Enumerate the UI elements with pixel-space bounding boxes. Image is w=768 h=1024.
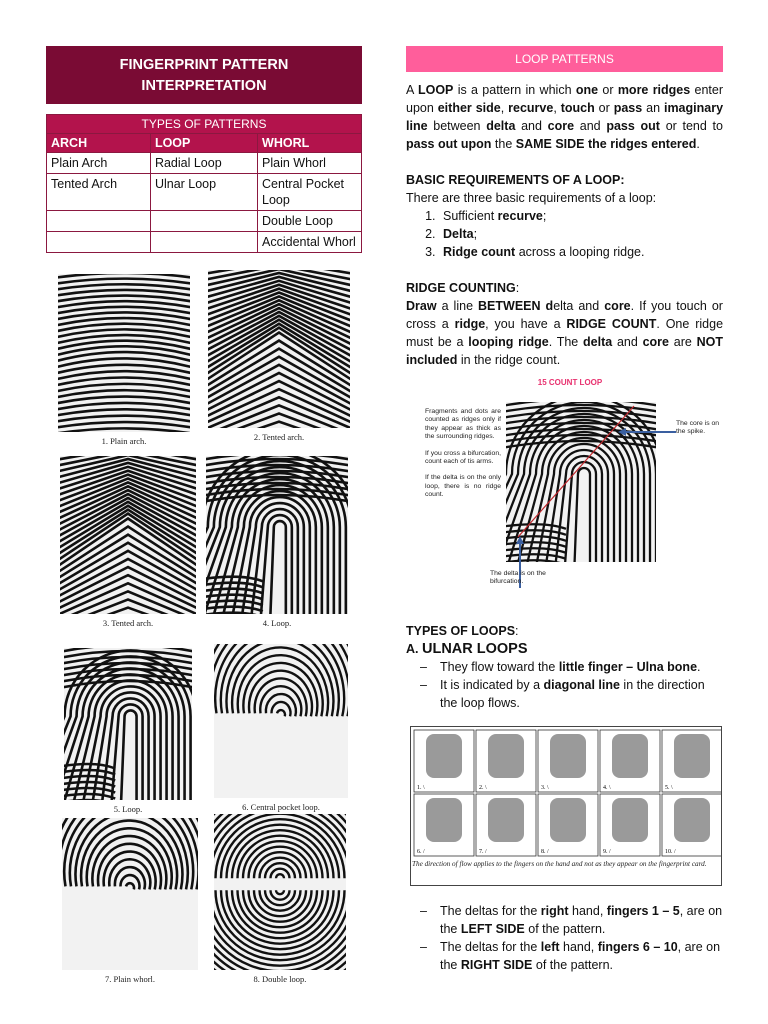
strip-label: 7. / [479, 849, 487, 855]
strip-caption: The direction of flow applies to the fingers on the hand and not as they appear on the fingerprint card. [412, 860, 707, 868]
fingerprint-grid [46, 270, 366, 990]
ridge-counting-heading: RIDGE COUNTING: [406, 281, 520, 295]
fingerprint-image [214, 814, 346, 970]
ridge-counting-text: Draw a line BETWEEN delta and core. If you touch or cross a ridge, you have a RIDGE COUNT. One ridge must be a looping ridge. The delta and core are NOT included in the ridge count. [406, 299, 724, 367]
table-row [47, 174, 362, 211]
table-cell: Ulnar Loop [150, 174, 257, 211]
table-row [47, 232, 362, 253]
list-item: – It is indicated by a diagonal line in the direction the loop flows. [420, 676, 723, 712]
strip-label: 1. \ [417, 785, 425, 791]
ulnar-list [420, 658, 723, 712]
fingerprint-image [208, 270, 350, 428]
strip-print-image [550, 734, 586, 778]
fingerprint-image [62, 818, 198, 970]
fingerprint-image [206, 456, 348, 614]
strip-print-image [612, 798, 648, 842]
fingerprint-image [60, 456, 196, 614]
count-loop-figure [420, 378, 720, 598]
right-column [406, 46, 723, 369]
fingerprint-plain-whorl [62, 818, 198, 984]
table-row [47, 153, 362, 174]
page-title [46, 46, 362, 104]
fingerprint-caption: 7. Plain whorl. [104, 974, 156, 984]
table-cell: Central Pocket Loop [258, 174, 362, 211]
strip-label: 6. / [417, 849, 425, 855]
strip-label: 2. \ [479, 785, 487, 791]
fingerprint-caption: 6. Central pocket loop. [242, 802, 320, 812]
strip-print-image [488, 798, 524, 842]
requirements-list [439, 207, 723, 261]
figure-note: Fragments and dots are counted as ridges only if they appear as thick as the surrounding ridges. If you cross a bifurcation, count each of tis arms. If the delta is on the only loop, there is no ridge count. [425, 408, 501, 499]
strip-print-image [674, 734, 710, 778]
delta-arrowhead-icon [516, 536, 524, 544]
fingerprint-caption: 3. Tented arch. [102, 618, 154, 628]
strip-print-image [674, 798, 710, 842]
col-header-loop: LOOP [150, 134, 257, 153]
title-line-2: INTERPRETATION [141, 78, 267, 94]
table-cell: Plain Whorl [258, 153, 362, 174]
loop-definition: A LOOP is a pattern in which one or more ridges enter upon either side, recurve, touch or pass an imaginary line between delta and core and pass out or tend to pass out upon the SAME SIDE the ridges entered. [406, 83, 724, 151]
fingerprint-loop-1 [206, 456, 348, 628]
list-item: – They flow toward the little finger – Ulna bone. [420, 658, 723, 676]
types-of-patterns-table [46, 114, 362, 253]
strip-label: 3. \ [541, 785, 549, 791]
table-cell: Double Loop [258, 211, 362, 232]
fingerprint-caption: 1. Plain arch. [101, 436, 147, 446]
table-cell: Accidental Whorl [258, 232, 362, 253]
strip-print-image [488, 734, 524, 778]
fingerprint-caption: 2. Tented arch. [253, 432, 305, 442]
strip-prints [411, 727, 721, 859]
strip-label: 9. / [603, 849, 611, 855]
fingerprint-double-loop [214, 814, 346, 984]
loop-patterns-header: LOOP PATTERNS [406, 46, 723, 72]
deltas-list [420, 902, 723, 974]
col-header-arch: ARCH [47, 134, 151, 153]
strip-label: 4. \ [603, 785, 611, 791]
figure-title: 15 COUNT LOOP [537, 378, 603, 387]
fingerprint-caption: 4. Loop. [262, 618, 292, 628]
title-line-1: FINGERPRINT PATTERN [119, 57, 289, 73]
fingerprint-image [214, 644, 348, 798]
fingerprint-image [58, 274, 190, 432]
fingerprint-loop-2 [64, 648, 192, 814]
list-item: 1. Sufficient recurve; [439, 207, 723, 225]
deltas-section [406, 902, 723, 974]
strip-print-image [426, 734, 462, 778]
strip-print-image [550, 798, 586, 842]
strip-label: 8. / [541, 849, 549, 855]
basic-requirements-heading: BASIC REQUIREMENTS OF A LOOP: [406, 173, 625, 187]
strip-print-image [612, 734, 648, 778]
list-item: 3. Ridge count across a looping ridge. [439, 243, 723, 261]
list-item: – The deltas for the right hand, fingers 1 – 5, are on the LEFT SIDE of the pattern. [420, 902, 723, 938]
left-column [46, 46, 362, 253]
list-item: 2. Delta; [439, 225, 723, 243]
core-note: The core is on the spike. [676, 420, 720, 436]
fingerprint-caption: 5. Loop. [113, 804, 143, 814]
basic-requirements-intro: There are three basic requirements of a loop: [406, 191, 657, 205]
table-cell [47, 232, 151, 253]
table-cell: Tented Arch [47, 174, 151, 211]
strip-label: 10. / [665, 849, 676, 855]
fingerprint-image [64, 648, 192, 800]
table-cell [150, 211, 257, 232]
delta-note: The delta is on the bifurcation. [490, 570, 546, 586]
ulnar-loops-title: A. ULNAR LOOPS [406, 641, 528, 657]
fingerprint-plain-arch [58, 274, 190, 446]
col-header-whorl: WHORL [258, 134, 362, 153]
fingerprint-tented-arch-1 [208, 270, 350, 442]
table-cell: Plain Arch [47, 153, 151, 174]
strip-label: 5. \ [665, 785, 673, 791]
fingerprint-tented-arch-2 [60, 456, 196, 628]
table-cell [47, 211, 151, 232]
table-cell: Radial Loop [150, 153, 257, 174]
list-item: – The deltas for the left hand, fingers 6 – 10, are on the RIGHT SIDE of the pattern. [420, 938, 723, 974]
types-of-loops-heading: TYPES OF LOOPS: [406, 624, 519, 638]
strip-print-image [426, 798, 462, 842]
fingerprint-central-pocket-loop [214, 644, 348, 812]
table-row [47, 211, 362, 232]
core-arrowhead-icon [618, 428, 626, 436]
table-caption: TYPES OF PATTERNS [47, 115, 362, 134]
table-cell [150, 232, 257, 253]
types-of-loops-section [406, 622, 723, 712]
fingerprint-caption: 8. Double loop. [253, 974, 307, 984]
